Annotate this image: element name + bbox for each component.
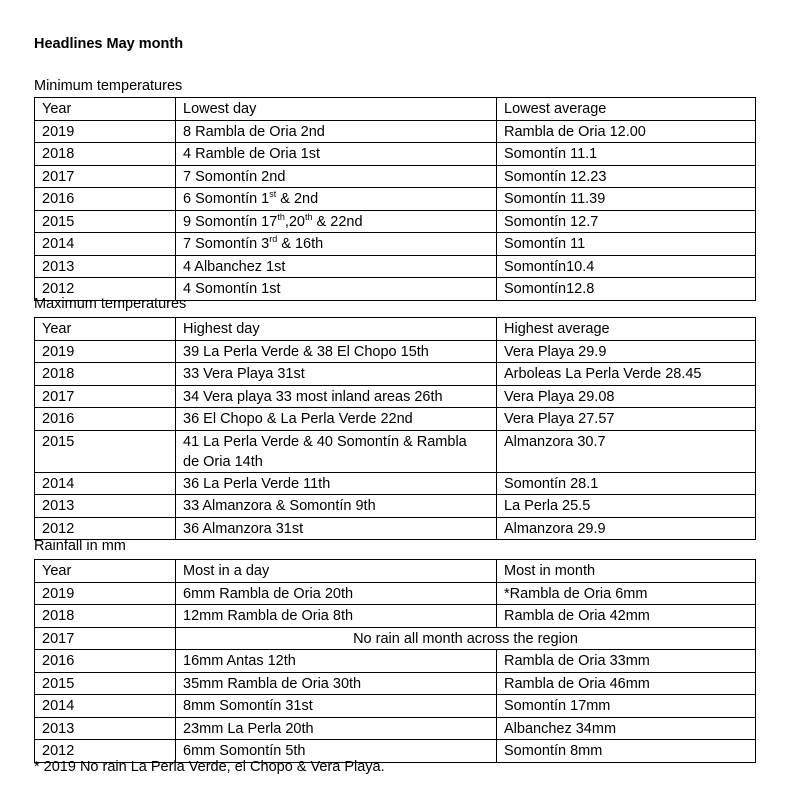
cell-most-in-a-day: 6mm Rambla de Oria 20th	[176, 582, 497, 605]
maximum-temperatures-caption: Maximum temperatures	[34, 296, 187, 312]
minimum-temperatures-table	[34, 97, 756, 301]
cell-year: 2019	[35, 120, 176, 143]
cell-year: 2016	[35, 188, 176, 211]
cell-highest-day: 36 Almanzora 31st	[176, 517, 497, 540]
header-highest-day: Highest day	[176, 318, 497, 341]
cell-highest-average: Almanzora 29.9	[497, 517, 756, 540]
table-row	[35, 517, 756, 540]
rainfall-caption: Rainfall in mm	[34, 538, 126, 554]
cell-text: ,20	[284, 213, 306, 230]
header-year: Year	[35, 318, 176, 341]
cell-year: 2015	[35, 430, 176, 472]
cell-most-in-month: Rambla de Oria 42mm	[497, 605, 756, 628]
cell-year: 2016	[35, 650, 176, 673]
cell-year: 2014	[35, 695, 176, 718]
cell-lowest-average: Somontín 11.1	[497, 143, 756, 166]
cell-text: 6 Somontín 1	[183, 191, 270, 207]
table-row	[35, 340, 756, 363]
cell-highest-average: Vera Playa 27.57	[497, 408, 756, 431]
cell-lowest-average: Somontín10.4	[497, 255, 756, 278]
cell-year: 2013	[35, 495, 176, 518]
cell-highest-average: Vera Playa 29.9	[497, 340, 756, 363]
table-row	[35, 120, 756, 143]
cell-most-in-month: Rambla de Oria 46mm	[497, 672, 756, 695]
cell-lowest-average: Somontín12.8	[497, 278, 756, 301]
cell-line: 41 La Perla Verde & 40 Somontín & Rambla	[183, 433, 467, 450]
cell-year: 2014	[35, 233, 176, 256]
header-year: Year	[35, 560, 176, 583]
cell-lowest-day	[176, 233, 497, 256]
cell-year: 2017	[35, 627, 176, 650]
cell-highest-day: 36 La Perla Verde 11th	[176, 472, 497, 495]
ordinal-suffix: th	[277, 211, 285, 222]
ordinal-suffix: rd	[269, 234, 278, 245]
table-row	[35, 582, 756, 605]
cell-lowest-day: 8 Rambla de Oria 2nd	[176, 120, 497, 143]
table-header-row	[35, 560, 756, 583]
cell-highest-day: 36 El Chopo & La Perla Verde 22nd	[176, 408, 497, 431]
cell-lowest-day: 4 Albanchez 1st	[176, 255, 497, 278]
cell-lowest-average: Somontín 11.39	[497, 188, 756, 211]
ordinal-suffix: th	[305, 211, 313, 222]
ordinal-suffix: st	[269, 189, 277, 200]
table-row	[35, 188, 756, 211]
table-row	[35, 472, 756, 495]
table-row	[35, 143, 756, 166]
page-title: Headlines May month	[34, 36, 184, 52]
header-highest-average: Highest average	[497, 318, 756, 341]
maximum-temperatures-table	[34, 317, 756, 540]
cell-year: 2016	[35, 408, 176, 431]
table-row	[35, 408, 756, 431]
cell-year: 2017	[35, 165, 176, 188]
table-row	[35, 672, 756, 695]
rainfall-table	[34, 559, 756, 763]
cell-most-in-a-day: 12mm Rambla de Oria 8th	[176, 605, 497, 628]
cell-year: 2014	[35, 472, 176, 495]
cell-merged-note: No rain all month across the region	[176, 627, 756, 650]
cell-lowest-day	[176, 188, 497, 211]
cell-lowest-average: Somontín 12.23	[497, 165, 756, 188]
cell-year: 2018	[35, 363, 176, 386]
cell-highest-average: Vera Playa 29.08	[497, 385, 756, 408]
cell-most-in-month: Somontín 17mm	[497, 695, 756, 718]
footnote: * 2019 No rain La Perla Verde, el Chopo & Vera Playa.	[34, 759, 385, 775]
table-row	[35, 255, 756, 278]
table-row	[35, 165, 756, 188]
minimum-temperatures-caption: Minimum temperatures	[34, 78, 183, 94]
cell-most-in-a-day: 6mm Somontín 5th	[176, 740, 497, 763]
header-lowest-day: Lowest day	[176, 98, 497, 121]
cell-most-in-month: *Rambla de Oria 6mm	[497, 582, 756, 605]
table-row	[35, 233, 756, 256]
cell-year: 2019	[35, 340, 176, 363]
cell-lowest-day	[176, 210, 497, 233]
cell-most-in-a-day: 16mm Antas 12th	[176, 650, 497, 673]
cell-year: 2017	[35, 385, 176, 408]
table-row	[35, 363, 756, 386]
cell-highest-average: Almanzora 30.7	[497, 430, 756, 472]
cell-highest-day: 33 Almanzora & Somontín 9th	[176, 495, 497, 518]
cell-lowest-day: 4 Somontín 1st	[176, 278, 497, 301]
table-header-row	[35, 318, 756, 341]
header-year: Year	[35, 98, 176, 121]
cell-highest-day: 34 Vera playa 33 most inland areas 26th	[176, 385, 497, 408]
cell-text: 7 Somontín 3	[183, 236, 270, 252]
cell-most-in-month: Rambla de Oria 33mm	[497, 650, 756, 673]
cell-most-in-month: Somontín 8mm	[497, 740, 756, 763]
cell-lowest-day: 7 Somontín 2nd	[176, 165, 497, 188]
table-row	[35, 385, 756, 408]
cell-text: & 22nd	[312, 213, 363, 230]
cell-highest-day	[176, 430, 497, 472]
cell-year: 2012	[35, 517, 176, 540]
cell-year: 2019	[35, 582, 176, 605]
cell-line: de Oria 14th	[183, 453, 263, 470]
table-row	[35, 430, 756, 472]
cell-year: 2012	[35, 278, 176, 301]
cell-most-in-a-day: 23mm La Perla 20th	[176, 717, 497, 740]
table-header-row	[35, 98, 756, 121]
table-row	[35, 650, 756, 673]
cell-text: & 16th	[277, 236, 324, 252]
cell-lowest-average: Somontín 12.7	[497, 210, 756, 233]
cell-most-in-a-day: 8mm Somontín 31st	[176, 695, 497, 718]
cell-year: 2013	[35, 717, 176, 740]
table-row	[35, 695, 756, 718]
cell-most-in-month: Albanchez 34mm	[497, 717, 756, 740]
table-row	[35, 495, 756, 518]
table-row	[35, 210, 756, 233]
cell-highest-day: 39 La Perla Verde & 38 El Chopo 15th	[176, 340, 497, 363]
cell-lowest-day: 4 Ramble de Oria 1st	[176, 143, 497, 166]
header-most-in-a-day: Most in a day	[176, 560, 497, 583]
cell-year: 2015	[35, 210, 176, 233]
cell-year: 2012	[35, 740, 176, 763]
cell-year: 2015	[35, 672, 176, 695]
cell-year: 2018	[35, 143, 176, 166]
header-most-in-month: Most in month	[497, 560, 756, 583]
table-row	[35, 717, 756, 740]
cell-text: & 2nd	[276, 191, 319, 207]
cell-highest-day: 33 Vera Playa 31st	[176, 363, 497, 386]
cell-lowest-average: Rambla de Oria 12.00	[497, 120, 756, 143]
cell-most-in-a-day: 35mm Rambla de Oria 30th	[176, 672, 497, 695]
cell-highest-average: La Perla 25.5	[497, 495, 756, 518]
cell-year: 2018	[35, 605, 176, 628]
cell-year: 2013	[35, 255, 176, 278]
table-row	[35, 605, 756, 628]
table-row	[35, 627, 756, 650]
cell-highest-average: Somontín 28.1	[497, 472, 756, 495]
cell-lowest-average: Somontín 11	[497, 233, 756, 256]
header-lowest-average: Lowest average	[497, 98, 756, 121]
cell-text: 9 Somontín 17	[183, 213, 278, 230]
cell-highest-average: Arboleas La Perla Verde 28.45	[497, 363, 756, 386]
